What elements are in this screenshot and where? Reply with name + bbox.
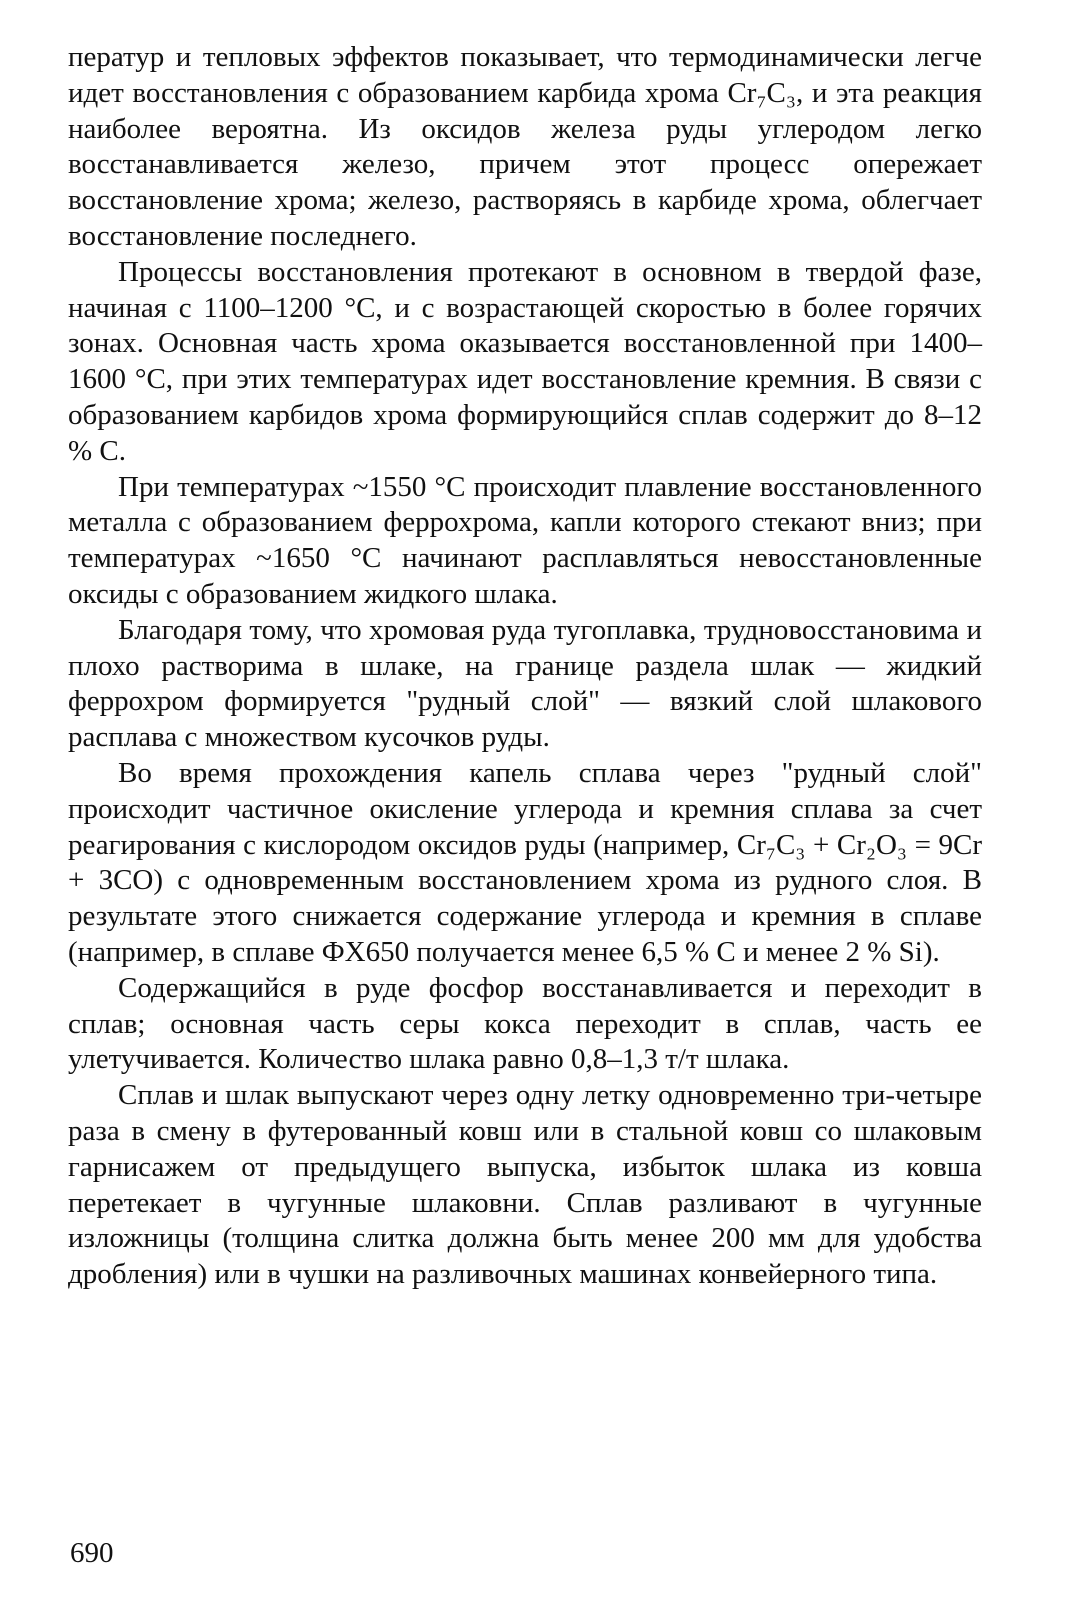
paragraph-6: Содержащийся в руде фосфор восстанавливается и переходит в сплав; основная часть серы кокса переходит в сплав, часть ее улетучивается. Количество шлака равно 0,8–1,3 т/т шлака. [68,971,982,1076]
paragraph-5: Во время прохождения капель сплава через "рудный слой" происходит частичное окисление углерода и кремния сплава за счет реагирования с кислородом оксидов руды (например, Cr₇C₃ + Cr₂O₃ = 9Cr + 3CO) с одновременным восстановлением хрома из рудного слоя. В результате этого снижается содержание углерода и кремния в сплаве (например, в сплаве ФХ650 получается менее 6,5 % С и менее 2 % Si). [68,756,982,968]
page-number: 690 [70,1537,114,1569]
page-text-body [68,40,982,1293]
paragraph-2: Процессы восстановления протекают в основном в твердой фазе, начиная с 1100–1200 °С, и с возрастающей скоростью в более горячих зонах. Основная часть хрома оказывается восстановленной при 1400–1600 °С, при этих температурах идет восстановление кремния. В связи с образованием карбидов хрома формирующийся сплав содержит до 8–12 % С. [68,255,982,467]
paragraph-7: Сплав и шлак выпускают через одну летку одновременно три-четыре раза в смену в футерованный ковш или в стальной ковш со шлаковым гарнисажем от предыдущего выпуска, избыток шлака из ковша перетекает в чугунные шлаковни. Сплав разливают в чугунные изложницы (толщина слитка должна быть менее 200 мм для удобства дробления) или в чушки на разливочных машинах конвейерного типа. [68,1079,982,1291]
paragraph-3: При температурах ~1550 °С происходит плавление восстановленного металла с образованием феррохрома, капли которого стекают вниз; при температурах ~1650 °С начинают расплавляться невосстановленные оксиды с образованием жидкого шлака. [68,470,982,610]
paragraph-1: ператур и тепловых эффектов показывает, что термодинамически легче идет восстановления с образованием карбида хрома Cr₇C₃, и эта реакция наиболее вероятна. Из оксидов железа руды углеродом легко восстанавливается железо, причем этот процесс опережает восстановление хрома; железо, растворяясь в карбиде хрома, облегчает восстановление последнего. [68,41,982,252]
paragraph-4: Благодаря тому, что хромовая руда тугоплавка, трудновосстановима и плохо растворима в шлаке, на границе раздела шлак — жидкий феррохром формируется "рудный слой" — вязкий слой шлакового расплава с множеством кусочков руды. [68,613,982,754]
